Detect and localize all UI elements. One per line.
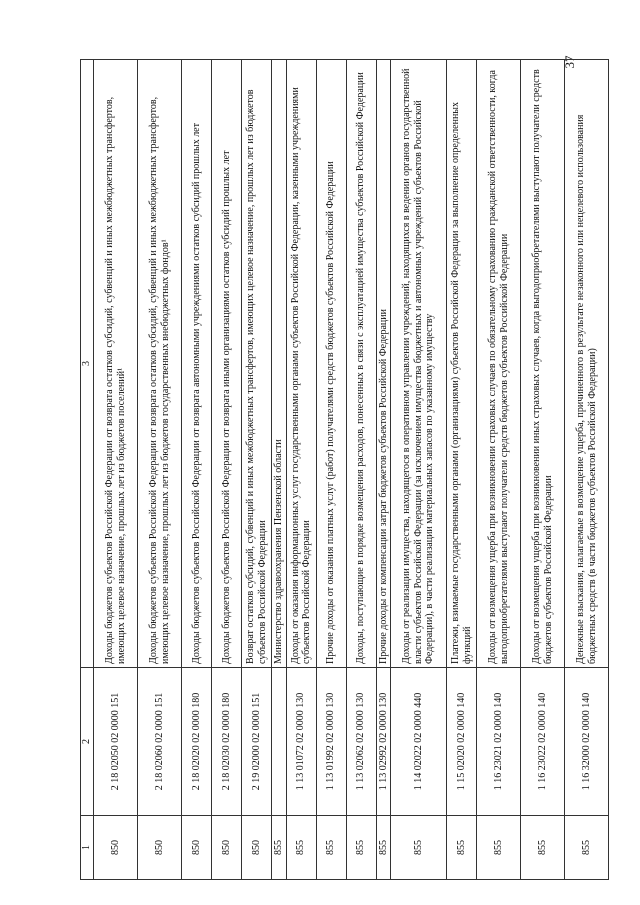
description-cell: Доходы от оказания информационных услуг государственными органами субъектов Российской Федерации, казенными учреждениями субъектов Российской Федерации xyxy=(286,60,316,668)
budget-code-cell: 1 13 02992 02 0000 130 xyxy=(376,668,391,816)
description-cell: Доходы бюджетов субъектов Российской Федерации от возврата остатков субсидий, субвенций и иных межбюджетных трансфертов, имеющих целевое назначение, прошлых лет из бюджетов поселений¹ xyxy=(94,60,138,668)
admin-code-cell: 850 xyxy=(212,816,242,880)
description-cell: Доходы, поступающие в порядке возмещения расходов, понесенных в связи с эксплуатацией имущества субъектов Российской Федерации xyxy=(346,60,376,668)
header-col-1: 1 xyxy=(81,816,94,880)
admin-code-cell: 855 xyxy=(565,816,609,880)
description-cell: Прочие доходы от компенсации затрат бюджетов субъектов Российской Федерации xyxy=(376,60,391,668)
admin-code-cell: 855 xyxy=(447,816,477,880)
admin-code-cell: 855 xyxy=(286,816,316,880)
table-row xyxy=(286,60,316,880)
table-row xyxy=(477,60,521,880)
table-row xyxy=(376,60,391,880)
admin-code-cell: 855 xyxy=(376,816,391,880)
budget-code-cell: 2 18 02030 02 0000 180 xyxy=(212,668,242,816)
admin-code-cell: 850 xyxy=(94,816,138,880)
budget-code-cell: 1 16 23021 02 0000 140 xyxy=(477,668,521,816)
admin-code-cell: 850 xyxy=(242,816,272,880)
budget-code-cell: 2 19 02000 02 0000 151 xyxy=(242,668,272,816)
table-row xyxy=(138,60,182,880)
table-row xyxy=(272,60,287,880)
budget-code-cell: 2 18 02050 02 0000 151 xyxy=(94,668,138,816)
budget-code-cell: 1 13 02062 02 0000 130 xyxy=(346,668,376,816)
budget-code-cell xyxy=(272,668,287,816)
admin-code-cell: 855 xyxy=(477,816,521,880)
table-row xyxy=(565,60,609,880)
table-row xyxy=(447,60,477,880)
budget-code-cell: 1 16 32000 02 0000 140 xyxy=(565,668,609,816)
description-cell: Доходы от реализации имущества, находящегося в оперативном управлении учреждений, находящихся в ведении органов государственной власти субъектов Российской Федерации (за исключением имущества бюджетных и автономных учреждений субъектов Российской Федерации), в части реализации материальных запасов по указанному имуществу xyxy=(391,60,447,668)
table-row xyxy=(316,60,346,880)
admin-code-cell: 855 xyxy=(521,816,565,880)
header-col-2: 2 xyxy=(81,668,94,816)
table-row xyxy=(346,60,376,880)
admin-code-cell: 855 xyxy=(346,816,376,880)
table-row xyxy=(212,60,242,880)
admin-code-cell: 850 xyxy=(138,816,182,880)
description-cell: Возврат остатков субсидий, субвенций и иных межбюджетных трансфертов, имеющих целевое назначение, прошлых лет из бюджетов субъектов Российской Федерации xyxy=(242,60,272,668)
admin-code-cell: 855 xyxy=(272,816,287,880)
table-row xyxy=(521,60,565,880)
admin-code-cell: 855 xyxy=(316,816,346,880)
description-cell: Доходы от возмещения ущерба при возникновении страховых случаев по обязательному страхованию гражданской ответственности, когда выгодоприобретателями выступают получатели средств бюджетов субъектов Российской Федерации xyxy=(477,60,521,668)
budget-code-cell: 1 16 23022 02 0000 140 xyxy=(521,668,565,816)
budget-code-cell: 2 18 02060 02 0000 151 xyxy=(138,668,182,816)
description-cell: Доходы от возмещения ущерба при возникновении иных страховых случаев, когда выгодоприобретателями выступают получатели средств бюджетов субъектов Российской Федерации xyxy=(521,60,565,668)
ministry-heading-cell: Министерство здравоохранения Пензенской области xyxy=(272,60,287,668)
table-row xyxy=(391,60,447,880)
table-row xyxy=(182,60,212,880)
budget-code-cell: 2 18 02020 02 0000 180 xyxy=(182,668,212,816)
budget-code-cell: 1 13 01992 02 0000 130 xyxy=(316,668,346,816)
description-cell: Денежные взыскания, налагаемые в возмещение ущерба, причиненного в результате незаконного или нецелевого использования бюджетных средств (в части бюджетов субъектов Российской Федерации) xyxy=(565,60,609,668)
admin-code-cell: 855 xyxy=(391,816,447,880)
budget-code-cell: 1 15 02020 02 0000 140 xyxy=(447,668,477,816)
table-row xyxy=(242,60,272,880)
revenue-codes-table xyxy=(80,59,609,880)
admin-code-cell: 850 xyxy=(182,816,212,880)
table-row xyxy=(94,60,138,880)
description-cell: Доходы бюджетов субъектов Российской Федерации от возврата автономными учреждениями остатков субсидий прошлых лет xyxy=(182,60,212,668)
budget-code-cell: 1 14 02022 02 0000 440 xyxy=(391,668,447,816)
description-cell: Доходы бюджетов субъектов Российской Федерации от возврата иными организациями остатков субсидий прошлых лет xyxy=(212,60,242,668)
budget-code-cell: 1 13 01072 02 0000 130 xyxy=(286,668,316,816)
description-cell: Доходы бюджетов субъектов Российской Федерации от возврата остатков субсидий, субвенций и иных межбюджетных трансфертов, имеющих целевое назначение, прошлых лет из бюджетов государственных внебюджетных фондов¹ xyxy=(138,60,182,668)
table-header-row xyxy=(81,60,94,880)
header-col-3: 3 xyxy=(81,60,94,668)
description-cell: Прочие доходы от оказания платных услуг (работ) получателями средств бюджетов субъектов Российской Федерации xyxy=(316,60,346,668)
description-cell: Платежи, взимаемые государственными органами (организациями) субъектов Российской Федерации за выполнение определенных функций xyxy=(447,60,477,668)
page-number: 37 xyxy=(562,55,577,69)
